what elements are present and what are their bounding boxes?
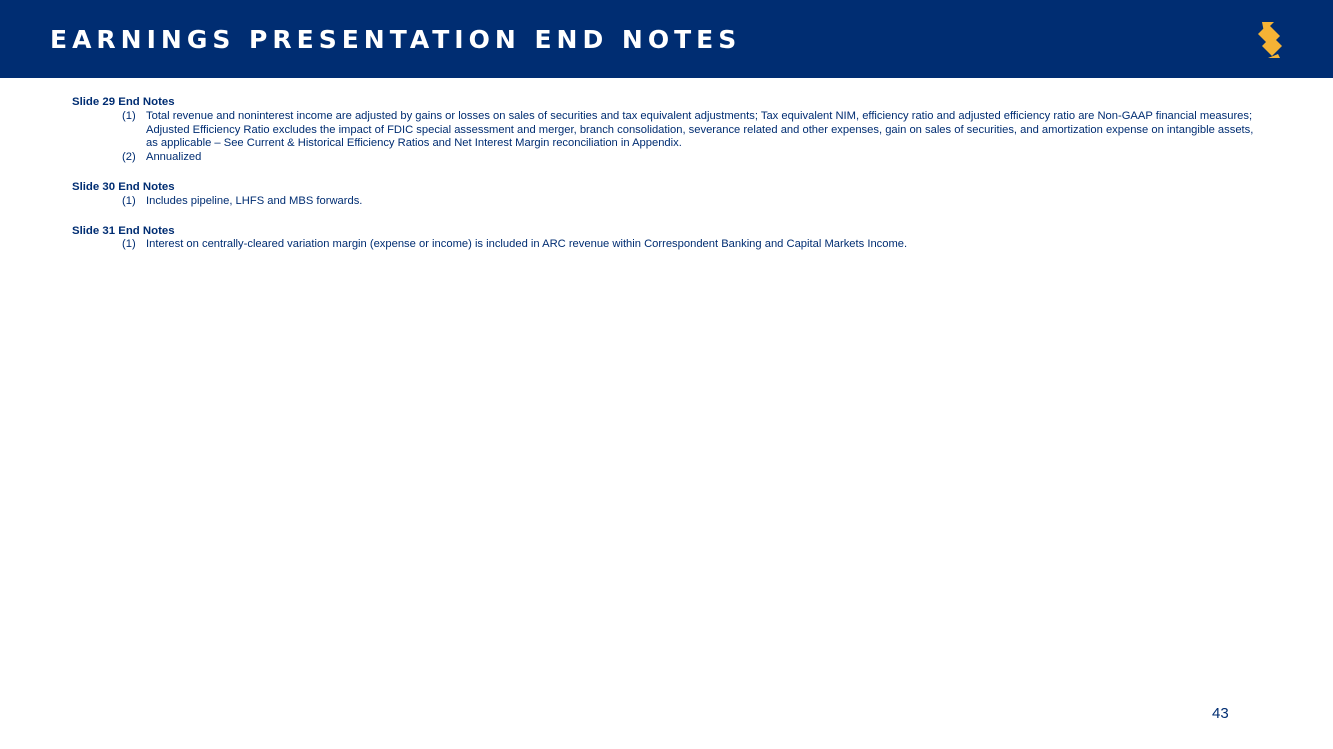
note-number: (1) [122, 194, 136, 207]
bank-logo-icon [1254, 20, 1288, 60]
note-number: (1) [122, 238, 136, 251]
notes-section-slide-31 [72, 225, 1262, 253]
header-bar [0, 0, 1333, 78]
note-item [72, 195, 1262, 209]
end-notes [72, 96, 1262, 268]
section-title: Slide 31 End Notes [72, 224, 175, 237]
note-number: (2) [122, 151, 136, 164]
notes-section-slide-29 [72, 96, 1262, 165]
page-number: 43 [1212, 705, 1229, 722]
note-item [72, 238, 1262, 252]
note-text: Total revenue and noninterest income are adjusted by gains or losses on sales of securities and tax equivalent adjustments; Tax equivalent NIM, efficiency ratio and adjusted efficiency ratio are Non-GAAP financial measures; Adjusted Efficiency Ratio excludes the impact of FDIC special assessment and merger, branch consolidation, severance related and other expenses, gain on sales of securities, and amortization expense on intangible assets, as applicable – See Current & Historical Efficiency Ratios and Net Interest Margin reconciliation in Appendix. [146, 109, 1254, 150]
note-number: (1) [122, 109, 136, 122]
note-item [72, 151, 1262, 165]
notes-section-slide-30 [72, 181, 1262, 209]
note-text: Includes pipeline, LHFS and MBS forwards. [146, 194, 363, 207]
page-title: EARNINGS PRESENTATION END NOTES [50, 25, 742, 54]
section-title: Slide 29 End Notes [72, 96, 175, 108]
section-title: Slide 30 End Notes [72, 180, 175, 193]
note-item [72, 110, 1262, 151]
note-text: Annualized [146, 151, 202, 164]
note-text: Interest on centrally-cleared variation margin (expense or income) is included in ARC revenue within Correspondent Banking and Capital Markets Income. [146, 238, 908, 251]
